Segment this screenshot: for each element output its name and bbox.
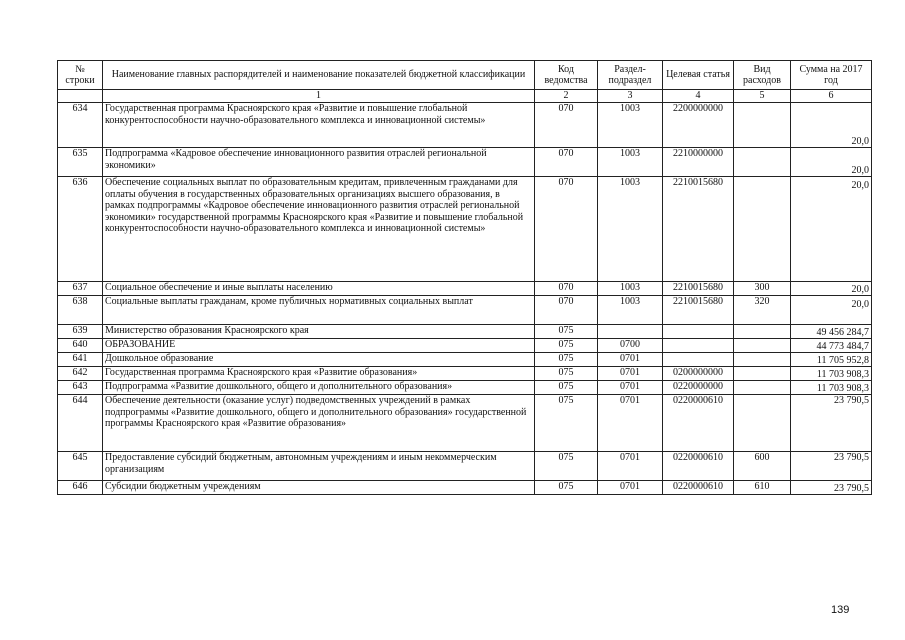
row-dept-code: 070 (535, 103, 598, 148)
row-section: 0701 (598, 367, 663, 381)
row-dept-code: 070 (535, 177, 598, 282)
row-dept-code: 075 (535, 481, 598, 495)
header-sum: Сумма на 2017 год (791, 61, 872, 90)
row-section (598, 325, 663, 339)
table-row (58, 367, 872, 381)
row-section: 0700 (598, 339, 663, 353)
row-sum: 23 790,5 (791, 481, 872, 495)
row-section: 1003 (598, 296, 663, 325)
row-name: Субсидии бюджетным учреждениям (103, 481, 535, 495)
column-number-cell: 4 (663, 90, 734, 103)
column-number-cell: 5 (734, 90, 791, 103)
row-sum: 23 790,5 (791, 395, 872, 452)
row-type (734, 177, 791, 282)
row-type: 610 (734, 481, 791, 495)
header-target: Целевая статья (663, 61, 734, 90)
header-name: Наименование главных распорядителей и наименование показателей бюджетной классификации (103, 61, 535, 90)
row-section: 0701 (598, 381, 663, 395)
row-section: 0701 (598, 481, 663, 495)
page-number: 139 (831, 604, 850, 616)
column-number-cell: 3 (598, 90, 663, 103)
row-sum: 11 705 952,8 (791, 353, 872, 367)
header-row (58, 61, 872, 90)
row-number: 642 (58, 367, 103, 381)
table-row (58, 452, 872, 481)
row-number: 634 (58, 103, 103, 148)
row-section: 1003 (598, 148, 663, 177)
row-type (734, 339, 791, 353)
row-target: 2210015680 (663, 177, 734, 282)
table-row (58, 381, 872, 395)
row-target: 2210000000 (663, 148, 734, 177)
row-number: 635 (58, 148, 103, 177)
row-section: 0701 (598, 395, 663, 452)
header-dept: Код ведомства (535, 61, 598, 90)
row-type (734, 148, 791, 177)
row-name: Дошкольное образование (103, 353, 535, 367)
header-type: Вид расходов (734, 61, 791, 90)
row-target: 0220000000 (663, 381, 734, 395)
row-number: 637 (58, 282, 103, 296)
row-sum: 20,0 (791, 296, 872, 325)
row-sum: 11 703 908,3 (791, 381, 872, 395)
row-type: 300 (734, 282, 791, 296)
row-section: 1003 (598, 177, 663, 282)
row-name: Предоставление субсидий бюджетным, автономным учреждениям и иным некоммерческим организациям (103, 452, 535, 481)
row-number: 643 (58, 381, 103, 395)
column-number-cell: 2 (535, 90, 598, 103)
row-dept-code: 075 (535, 381, 598, 395)
row-sum: 20,0 (791, 103, 872, 148)
row-number: 645 (58, 452, 103, 481)
row-sum: 23 790,5 (791, 452, 872, 481)
table-row (58, 103, 872, 148)
column-number-cell: 1 (103, 90, 535, 103)
row-number: 639 (58, 325, 103, 339)
row-type: 320 (734, 296, 791, 325)
row-target: 2210015680 (663, 296, 734, 325)
table-row (58, 353, 872, 367)
row-target (663, 353, 734, 367)
row-name: Обеспечение деятельности (оказание услуг) подведомственных учреждений в рамках подпрограммы «Развитие дошкольного, общего и дополнительного образования» государственной программы Красноярского края «Развитие образования» (103, 395, 535, 452)
row-dept-code: 075 (535, 339, 598, 353)
table-row (58, 325, 872, 339)
row-name: ОБРАЗОВАНИЕ (103, 339, 535, 353)
row-name: Социальное обеспечение и иные выплаты населению (103, 282, 535, 296)
row-dept-code: 075 (535, 367, 598, 381)
header-section: Раздел-подраздел (598, 61, 663, 90)
row-sum: 20,0 (791, 282, 872, 296)
row-section: 1003 (598, 103, 663, 148)
row-section: 0701 (598, 452, 663, 481)
row-name: Социальные выплаты гражданам, кроме публичных нормативных социальных выплат (103, 296, 535, 325)
row-sum: 44 773 484,7 (791, 339, 872, 353)
table-row (58, 148, 872, 177)
row-name: Обеспечение социальных выплат по образовательным кредитам, привлеченным гражданами для оплаты обучения в государственных образовательных организациях высшего образования, в рамках подпрограммы «Кадровое обеспечение инновационного развития отраслей региональной экономики» государственной программы Красноярского края «Развитие и повышение глобальной конкурентоспособности научно-образовательного комплекса и инновационной системы» (103, 177, 535, 282)
table-row (58, 339, 872, 353)
row-dept-code: 075 (535, 325, 598, 339)
row-type: 600 (734, 452, 791, 481)
row-type (734, 353, 791, 367)
row-sum: 11 703 908,3 (791, 367, 872, 381)
row-target: 0220000610 (663, 481, 734, 495)
row-number: 641 (58, 353, 103, 367)
row-type (734, 103, 791, 148)
row-number: 640 (58, 339, 103, 353)
row-sum: 20,0 (791, 148, 872, 177)
row-number: 636 (58, 177, 103, 282)
row-name: Подпрограмма «Кадровое обеспечение инновационного развития отраслей региональной экономики» (103, 148, 535, 177)
row-dept-code: 075 (535, 395, 598, 452)
row-name: Государственная программа Красноярского края «Развитие образования» (103, 367, 535, 381)
row-target: 2210015680 (663, 282, 734, 296)
row-target (663, 325, 734, 339)
row-name: Министерство образования Красноярского края (103, 325, 535, 339)
column-number-1 (58, 90, 103, 103)
table-row (58, 481, 872, 495)
row-type (734, 325, 791, 339)
table-row (58, 395, 872, 452)
row-name: Государственная программа Красноярского края «Развитие и повышение глобальной конкурентоспособности научно-образовательного комплекса и инновационной системы» (103, 103, 535, 148)
table-row (58, 296, 872, 325)
table-row (58, 177, 872, 282)
row-number: 646 (58, 481, 103, 495)
column-number-cell: 6 (791, 90, 872, 103)
row-dept-code: 075 (535, 452, 598, 481)
row-type (734, 367, 791, 381)
budget-table (57, 60, 872, 495)
row-dept-code: 070 (535, 296, 598, 325)
row-sum: 20,0 (791, 177, 872, 282)
row-section: 1003 (598, 282, 663, 296)
row-target: 2200000000 (663, 103, 734, 148)
header-num: № строки (58, 61, 103, 90)
row-type (734, 395, 791, 452)
row-name: Подпрограмма «Развитие дошкольного, общего и дополнительного образования» (103, 381, 535, 395)
row-target: 0200000000 (663, 367, 734, 381)
row-dept-code: 075 (535, 353, 598, 367)
row-sum: 49 456 284,7 (791, 325, 872, 339)
row-dept-code: 070 (535, 148, 598, 177)
row-dept-code: 070 (535, 282, 598, 296)
column-number-row (58, 90, 872, 103)
row-section: 0701 (598, 353, 663, 367)
row-target: 0220000610 (663, 395, 734, 452)
row-number: 644 (58, 395, 103, 452)
row-target: 0220000610 (663, 452, 734, 481)
row-number: 638 (58, 296, 103, 325)
table-row (58, 282, 872, 296)
row-type (734, 381, 791, 395)
row-target (663, 339, 734, 353)
